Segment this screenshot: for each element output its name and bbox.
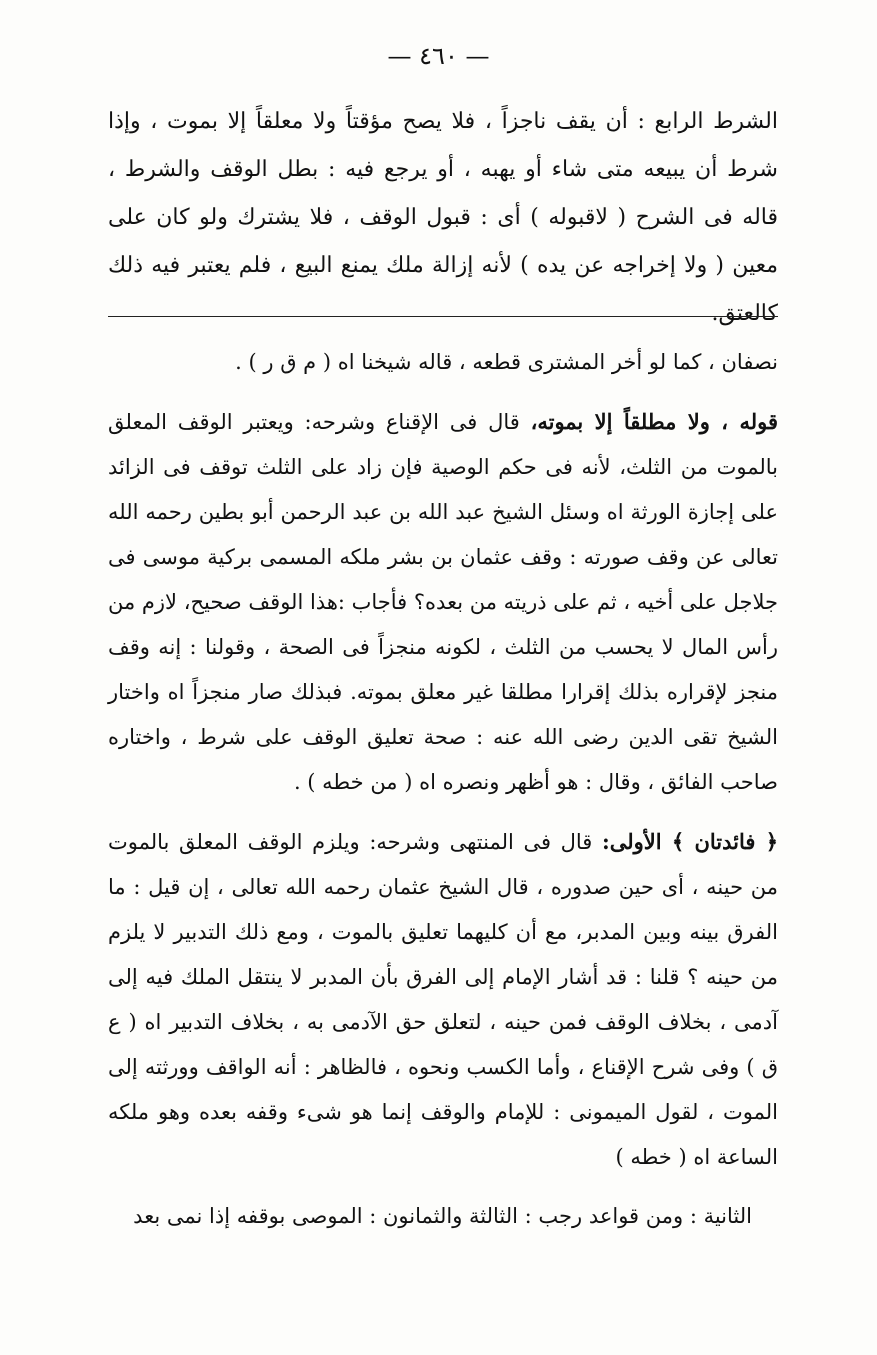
commentary-body-2: قال فى الإقناع وشرحه: ويعتبر الوقف المعلق بالموت من الثلث، لأنه فى حكم الوصية فإن زاد على الثلث توقف فى الزائد على إجازة الورثة اه وسئل الشيخ عبد الله بن عبد الرحمن أبو بطين رحمه الله تعالى عن وقف صورته : وقف عثمان بن بشر ملكه المسمى بركية موسى فى جلاجل على أخيه ، ثم على ذريته من بعده؟ فأجاب :هذا الوقف صحيح، لازم من رأس المال لا يحسب من الثلث ، لكونه منجزاً فى الصحة ، وقولنا : إنه وقف منجز لإقراره بذلك إقرارا مطلقا غير معلق بموته. فبذلك صار منجزاً اه واختار الشيخ تقى الدين رضى الله عنه : صحة تعليق الوقف على شرط ، واختاره صاحب الفائق ، وقال : هو أظهر ونصره اه ( من خطه ) .: [107, 410, 778, 794]
commentary-body-3: قال فى المنتهى وشرحه: ويلزم الوقف المعلق بالموت من حينه ، أى حين صدوره ، قال الشيخ عثمان رحمه الله تعالى ، إن قيل : ما الفرق بينه وبين المدبر، مع أن كليهما تعليق بالموت ، ومع ذلك التدبير لا يلزم من حينه ؟ قلنا : قد أشار الإمام إلى الفرق بأن المدبر لا ينتقل الملك فيه إلى آدمى ، بخلاف الوقف فمن حينه ، لتعلق حق الآدمى به ، بخلاف التدبير اه ( ع ق ) وفى شرح الإقناع ، وأما الكسب ونحوه ، فالظاهر : أنه الواقف وورثته إلى الموت ، لقول الميمونى : للإمام والوقف إنما هو شىء وقفه بعده وهو ملكه الساعة اه ( خطه ): [108, 830, 778, 1169]
footnote-divider: [108, 316, 778, 317]
page-number: — ٤٦٠ —: [387, 42, 490, 70]
commentary-paragraph-2: [108, 399, 778, 805]
main-text: الشرط الرابع : أن يقف ناجزاً ، فلا يصح مؤقتاً ولا معلقاً إلا بموت ، وإذا شرط أن يبيعه متى شاء أو يهبه ، أو يرجع فيه : بطل الوقف والشرط ، قاله فى الشرح ( لاقبوله ) أى : قبول الوقف ، فلا يشترك ولو كان على معين ( ولا إخراجه عن يده ) لأنه إزالة ملك يمنع البيع ، فلم يعتبر فيه ذلك كالعتق.: [108, 109, 778, 326]
commentary-paragraph-3: [108, 819, 778, 1180]
commentary-paragraph-4: الثانية : ومن قواعد رجب : الثالثة والثمانون : الموصى بوقفه إذا نمى بعد: [133, 1204, 752, 1228]
commentary-lead-2: قوله ، ولا مطلقاً إلا بموته،: [530, 409, 778, 434]
footnote-commentary: [108, 340, 778, 1253]
commentary-lead-3: ﴿ فائدتان ﴾ الأولى:: [601, 829, 778, 854]
commentary-paragraph-1: نصفان ، كما لو أخر المشترى قطعه ، قاله شيخنا اه ( م ق ر ) .: [235, 350, 778, 374]
